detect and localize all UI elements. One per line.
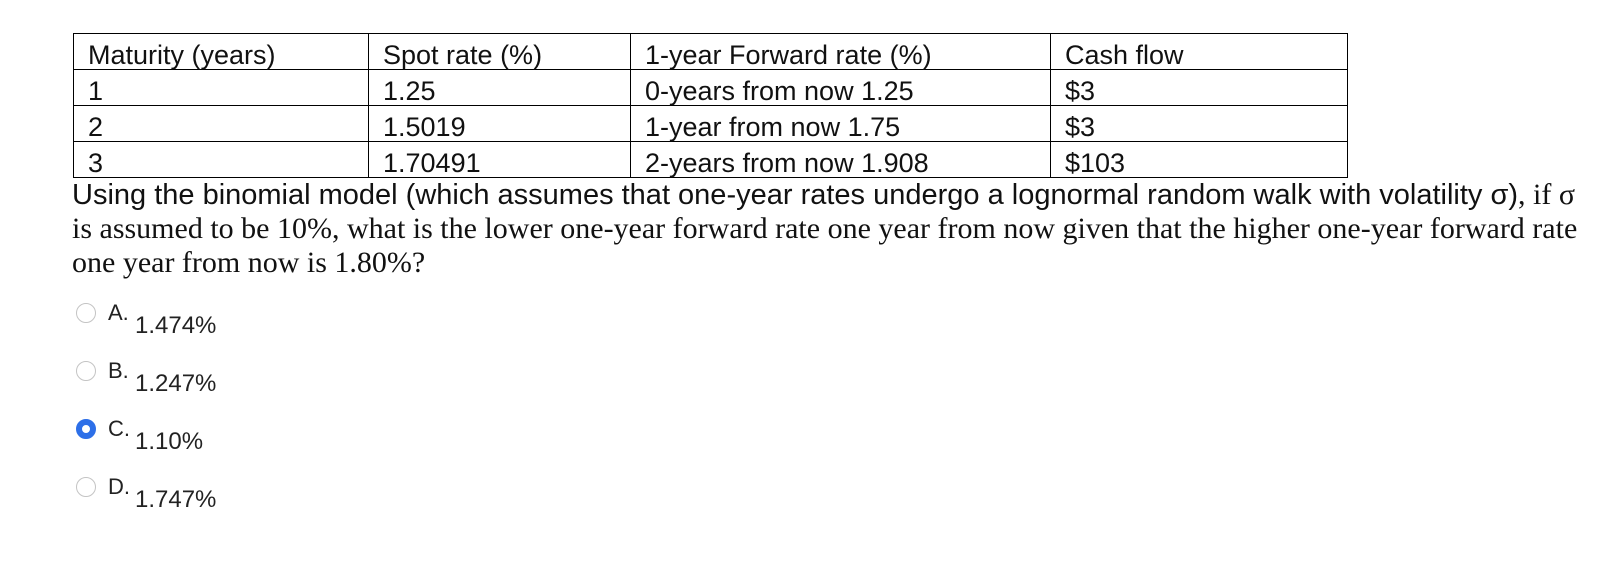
table-cell: 1.70491 bbox=[369, 142, 631, 178]
table-cell: $3 bbox=[1051, 70, 1348, 106]
header-maturity: Maturity (years) bbox=[74, 34, 369, 70]
table-cell: 1 bbox=[74, 70, 369, 106]
option-c[interactable] bbox=[76, 416, 396, 474]
radio-button-d[interactable] bbox=[76, 477, 96, 497]
table-cell: 2-years from now 1.908 bbox=[631, 142, 1051, 178]
option-text: 1.247% bbox=[135, 370, 217, 397]
option-letter: D. bbox=[108, 474, 130, 499]
header-forward-rate: 1-year Forward rate (%) bbox=[631, 34, 1051, 70]
radio-button-c[interactable] bbox=[76, 419, 96, 439]
option-text: 1.474% bbox=[135, 312, 217, 339]
table-header-row bbox=[74, 34, 1348, 70]
header-spot-rate: Spot rate (%) bbox=[369, 34, 631, 70]
table-cell: $3 bbox=[1051, 106, 1348, 142]
option-text: 1.10% bbox=[135, 428, 204, 455]
question-text-serif: , if σ is assumed to be 10%, what is the lower one-year forward rate one year from now given that the higher one-year forward rate one year from now is 1.80%? bbox=[72, 178, 1578, 279]
option-text: 1.747% bbox=[135, 486, 217, 513]
table-cell: 0-years from now 1.25 bbox=[631, 70, 1051, 106]
table-cell: $103 bbox=[1051, 142, 1348, 178]
option-letter: A. bbox=[108, 300, 129, 325]
table-cell: 1.25 bbox=[369, 70, 631, 106]
table-cell: 1.5019 bbox=[369, 106, 631, 142]
option-letter: C. bbox=[108, 416, 130, 441]
table-cell: 1-year from now 1.75 bbox=[631, 106, 1051, 142]
answer-options bbox=[76, 300, 396, 532]
option-a[interactable] bbox=[76, 300, 396, 358]
question-text-sans: Using the binomial model (which assumes that one-year rates undergo a lognormal random walk with volatility σ) bbox=[72, 179, 1519, 211]
rates-table bbox=[73, 33, 1348, 178]
option-d[interactable] bbox=[76, 474, 396, 532]
table-row bbox=[74, 70, 1348, 106]
option-letter: B. bbox=[108, 358, 129, 383]
table-cell: 3 bbox=[74, 142, 369, 178]
table-row bbox=[74, 106, 1348, 142]
radio-button-b[interactable] bbox=[76, 361, 96, 381]
table-row bbox=[74, 142, 1348, 178]
option-b[interactable] bbox=[76, 358, 396, 416]
question-text bbox=[72, 178, 1602, 280]
header-cash-flow: Cash flow bbox=[1051, 34, 1348, 70]
table-cell: 2 bbox=[74, 106, 369, 142]
radio-button-a[interactable] bbox=[76, 303, 96, 323]
